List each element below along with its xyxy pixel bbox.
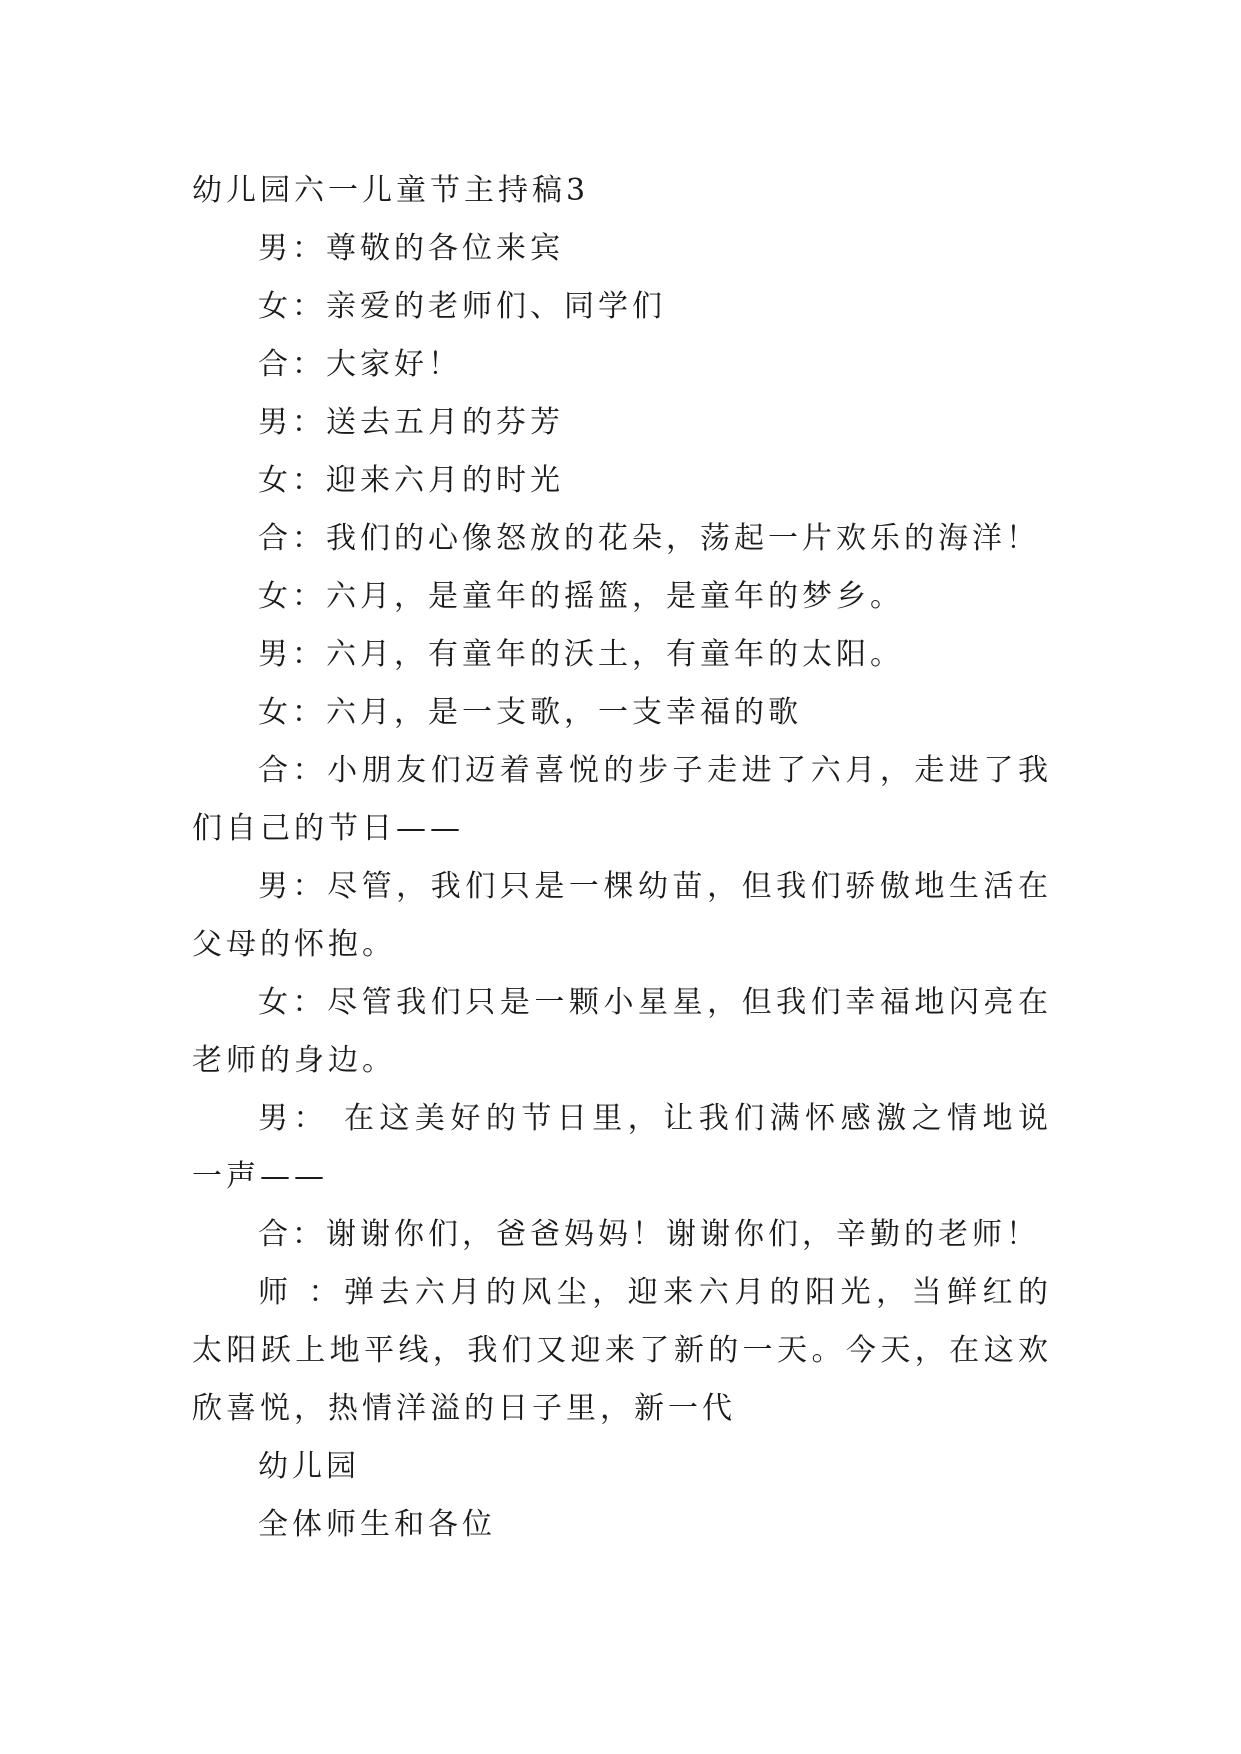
paragraph: 女：尽管我们只是一颗小星星，但我们幸福地闪亮在老师的身边。 <box>192 985 1052 1078</box>
paragraph: 合：谢谢你们，爸爸妈妈！谢谢你们，辛勤的老师！ <box>258 1217 1040 1252</box>
document-body <box>192 162 1052 1554</box>
paragraph: 女：六月，是童年的摇篮，是童年的梦乡。 <box>258 579 904 614</box>
paragraph: 幼儿园 <box>258 1449 360 1484</box>
paragraph: 全体师生和各位 <box>258 1507 496 1542</box>
paragraph: 合：小朋友们迈着喜悦的步子走进了六月，走进了我们自己的节日—— <box>192 753 1052 846</box>
paragraph: 男：送去五月的芬芳 <box>258 405 564 440</box>
paragraph: 男： 在这美好的节日里，让我们满怀感激之情地说一声—— <box>192 1101 1052 1194</box>
paragraph: 合：我们的心像怒放的花朵，荡起一片欢乐的海洋！ <box>258 521 1040 556</box>
paragraph: 女：亲爱的老师们、同学们 <box>258 289 666 324</box>
paragraph: 男：尽管，我们只是一棵幼苗，但我们骄傲地生活在父母的怀抱。 <box>192 869 1052 962</box>
paragraph: 女：六月，是一支歌，一支幸福的歌 <box>258 695 802 730</box>
document-title: 幼儿园六一儿童节主持稿3 <box>192 173 590 208</box>
paragraph: 师 ：弹去六月的风尘，迎来六月的阳光，当鲜红的太阳跃上地平线，我们又迎来了新的一天。今天，在这欢欣喜悦，热情洋溢的日子里，新一代 <box>192 1275 1052 1426</box>
paragraph: 男：尊敬的各位来宾 <box>258 231 564 266</box>
paragraph: 男：六月，有童年的沃土，有童年的太阳。 <box>258 637 904 672</box>
paragraph: 合：大家好！ <box>258 347 462 382</box>
paragraph: 女：迎来六月的时光 <box>258 463 564 498</box>
